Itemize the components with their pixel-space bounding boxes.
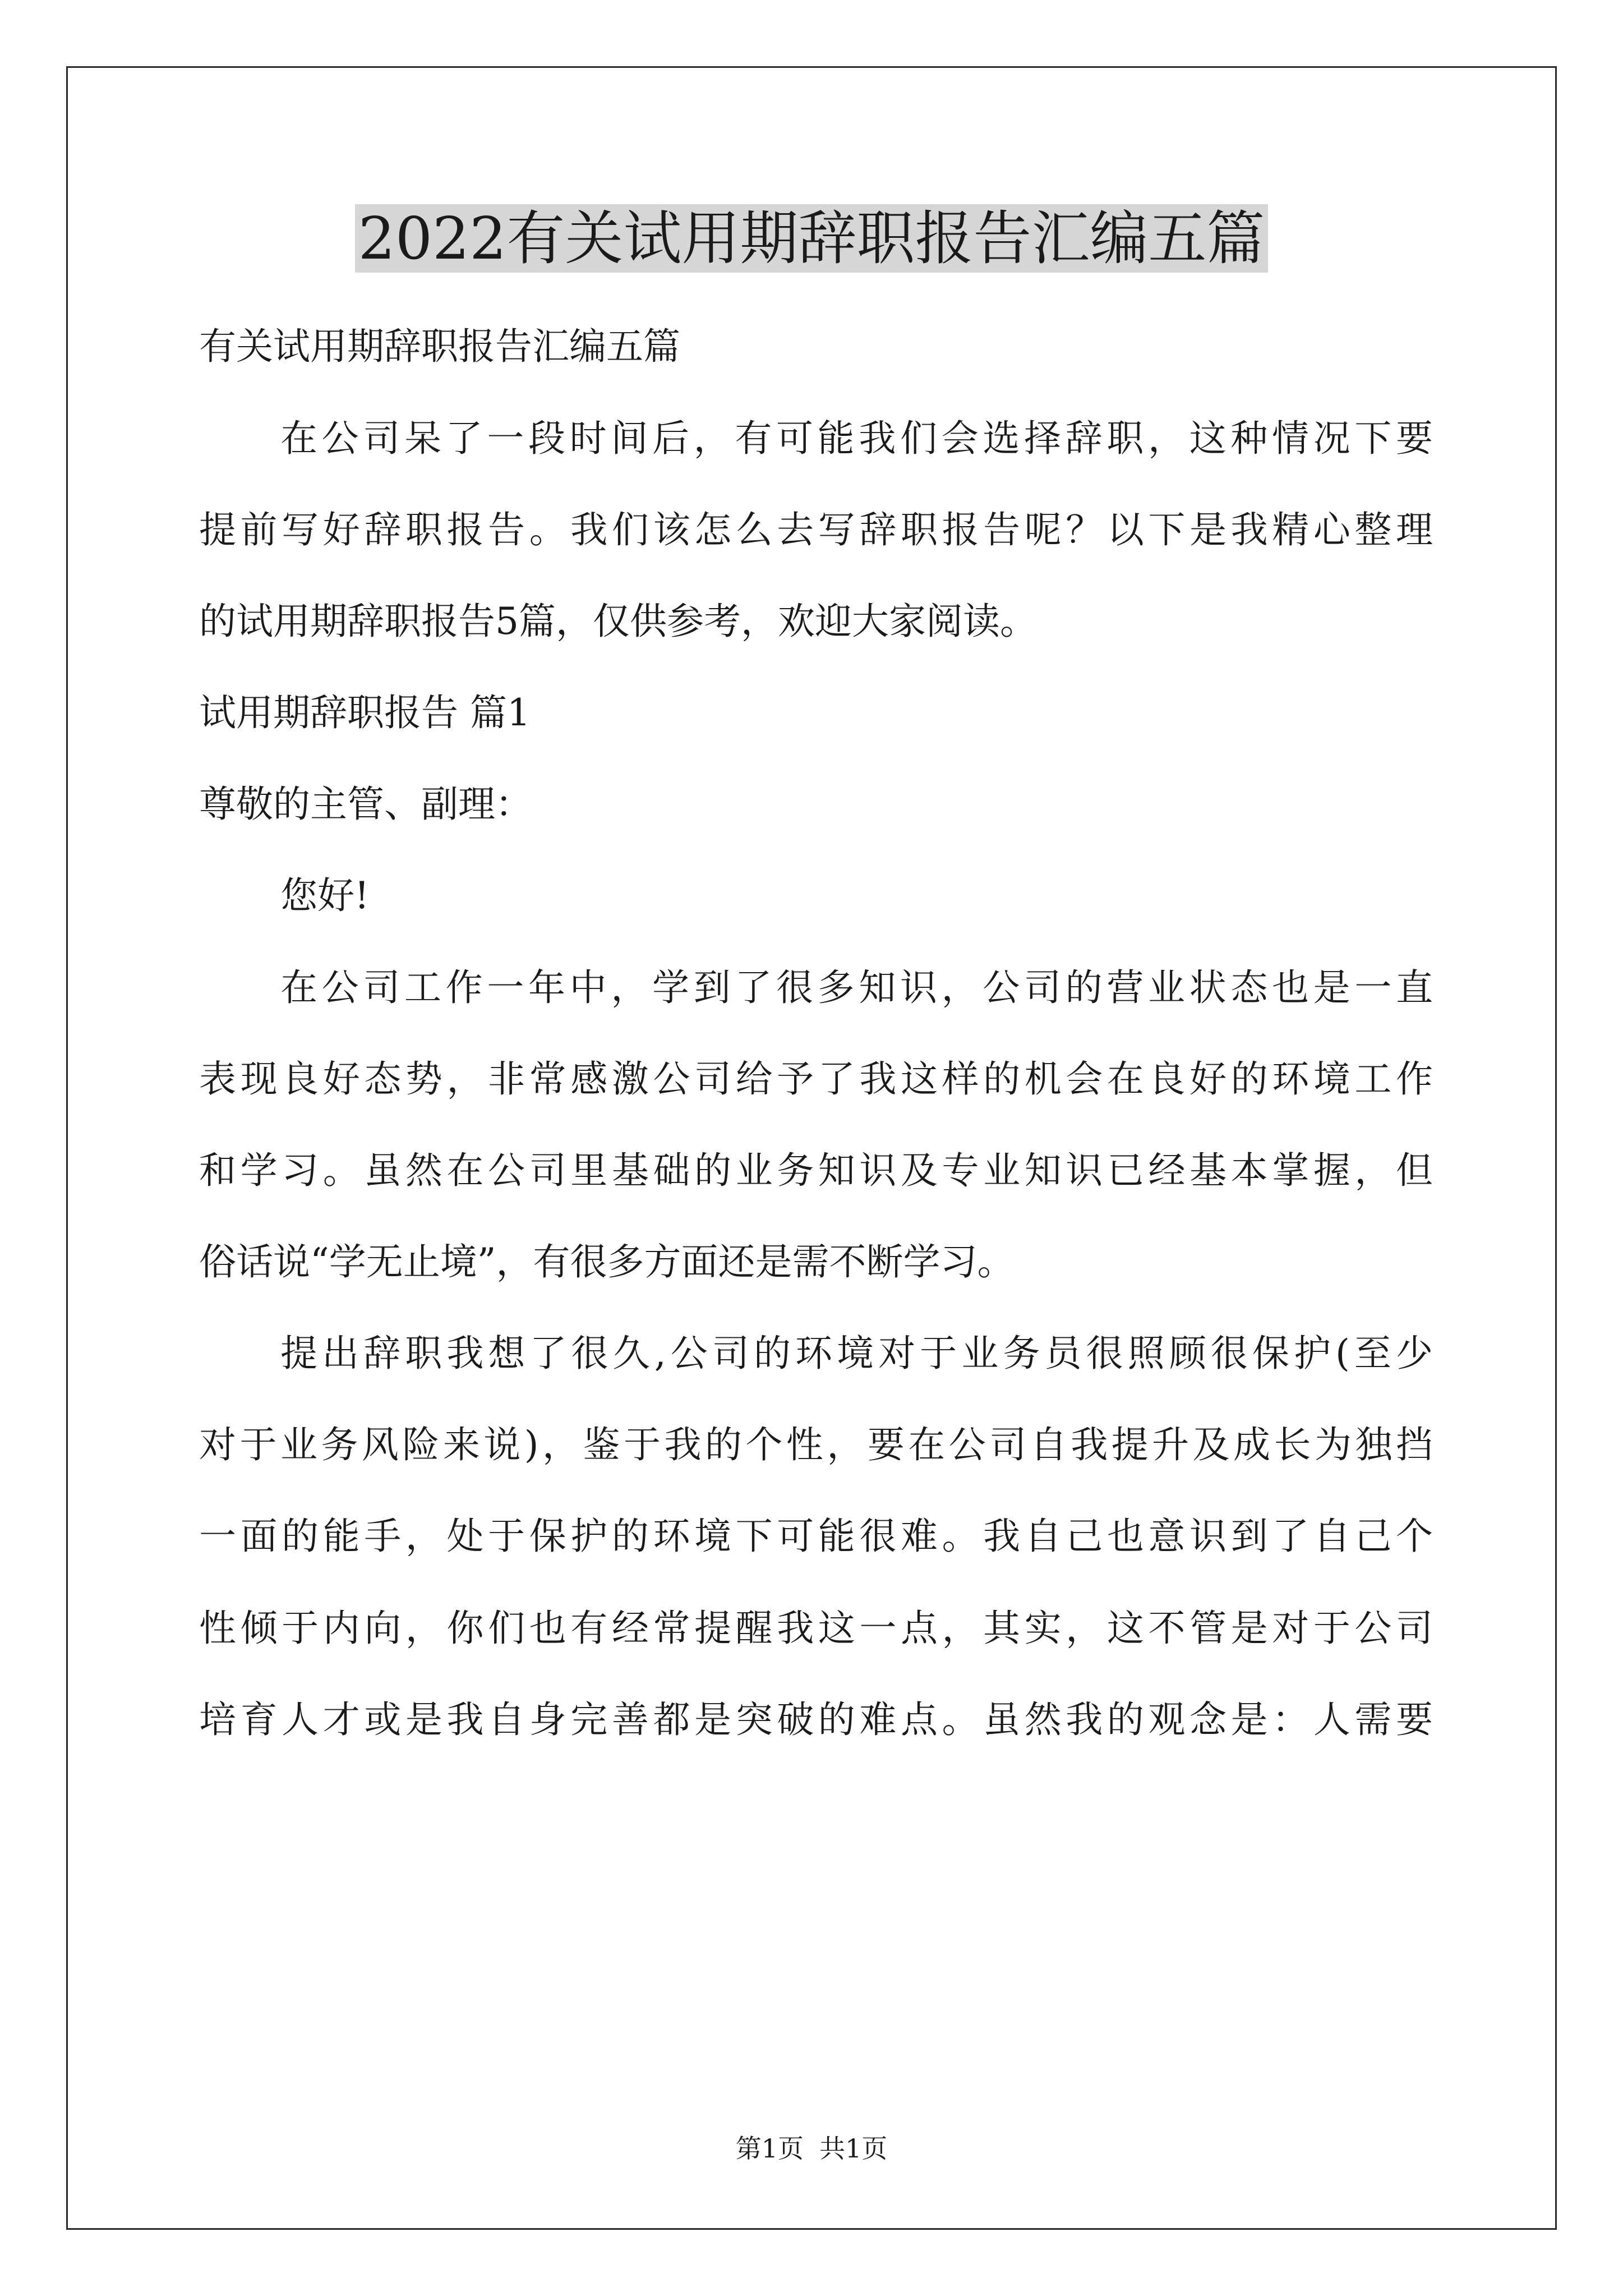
- section-heading-1: 试用期辞职报告 篇1: [199, 691, 531, 734]
- body-line-9: 培育人才或是我自身完善都是突破的难点。虽然我的观念是：人需要: [199, 1698, 1433, 1741]
- body-line-8: 性倾于内向，你们也有经常提醒我这一点，其实，这不管是对于公司: [199, 1607, 1433, 1650]
- page-total: 共1页: [819, 2133, 888, 2164]
- document-title: [0, 199, 1623, 278]
- intro-line-2: 提前写好辞职报告。我们该怎么去写辞职报告呢？以下是我精心整理: [199, 508, 1433, 551]
- page-footer: [0, 2132, 1623, 2165]
- page-number: 第1页: [735, 2133, 804, 2164]
- intro-line-3: 的试用期辞职报告5篇，仅供参考，欢迎大家阅读。: [199, 600, 1037, 643]
- document-title-text: 2022有关试用期辞职报告汇编五篇: [355, 204, 1269, 273]
- body-line-3: 和学习。虽然在公司里基础的业务知识及专业知识已经基本掌握，但: [199, 1149, 1433, 1192]
- body-line-7: 一面的能手，处于保护的环境下可能很难。我自己也意识到了自己个: [199, 1515, 1433, 1558]
- body-line-6: 对于业务风险来说)，鉴于我的个性，要在公司自我提升及成长为独挡: [199, 1423, 1433, 1466]
- intro-heading: 有关试用期辞职报告汇编五篇: [199, 325, 680, 368]
- intro-line-1: 在公司呆了一段时间后，有可能我们会选择辞职，这种情况下要: [280, 417, 1433, 460]
- body-line-5: 提出辞职我想了很久,公司的环境对于业务员很照顾很保护(至少: [280, 1332, 1433, 1375]
- body-line-2: 表现良好态势，非常感激公司给予了我这样的机会在良好的环境工作: [199, 1057, 1433, 1101]
- greeting: 您好!: [280, 874, 370, 917]
- salutation: 尊敬的主管、副理：: [199, 783, 532, 826]
- body-line-4: 俗话说“学无止境”，有很多方面还是需不断学习。: [199, 1240, 1015, 1283]
- body-line-1: 在公司工作一年中，学到了很多知识，公司的营业状态也是一直: [280, 966, 1433, 1009]
